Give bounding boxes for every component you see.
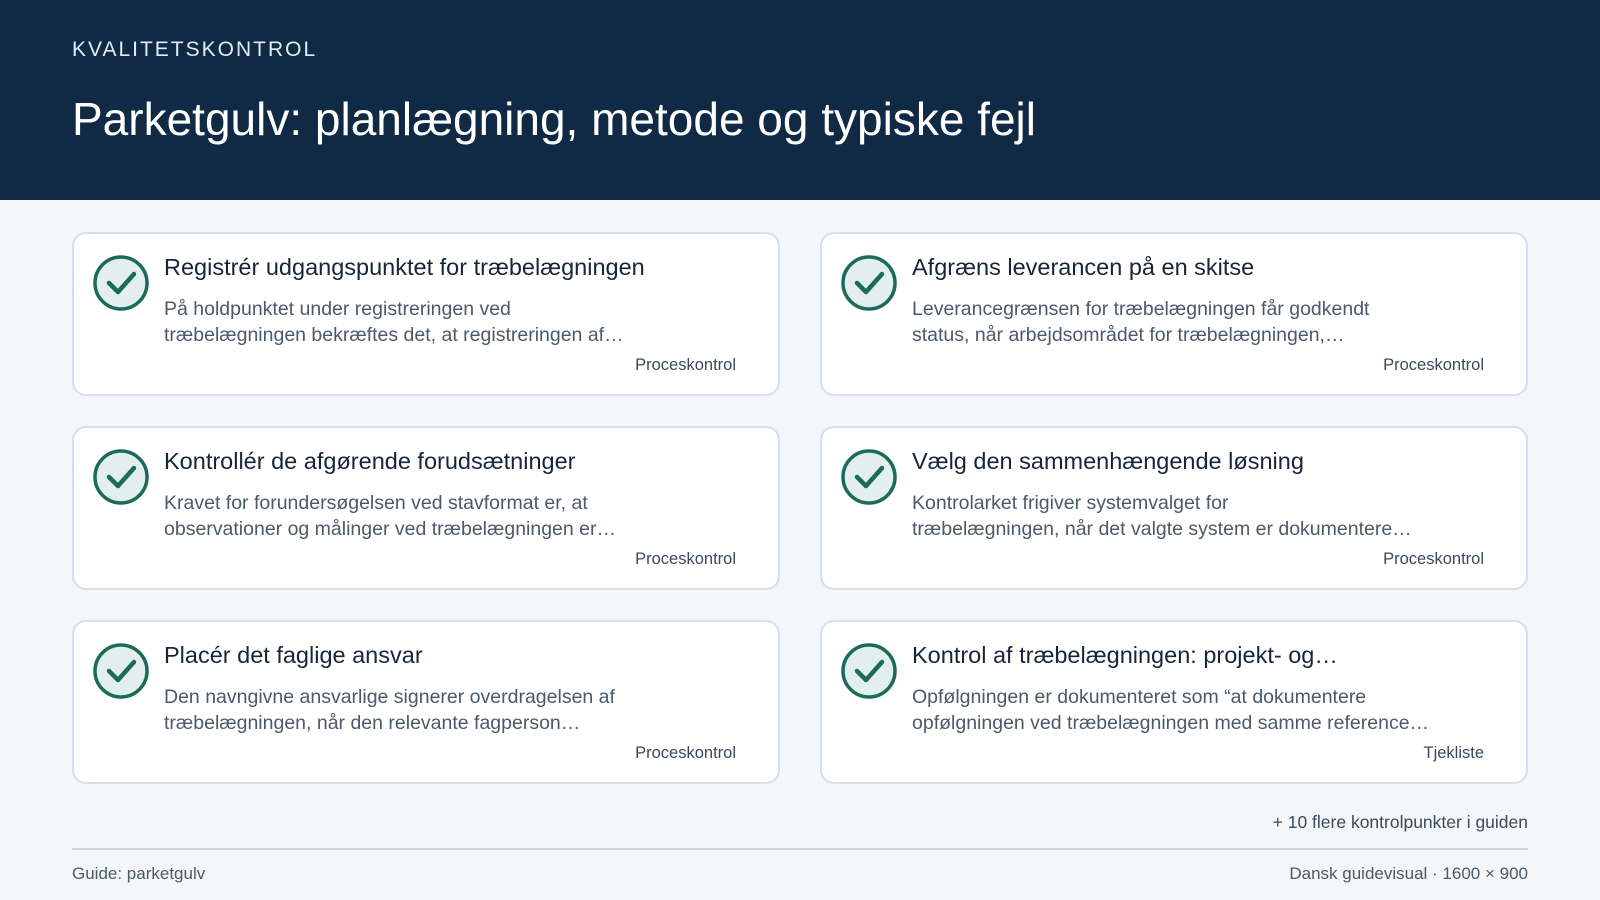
- card-description-line: Kontrolarket frigiver systemvalget for: [912, 492, 1229, 514]
- card-category-tag: Proceskontrol: [1383, 550, 1484, 568]
- check-circle-icon: [840, 448, 898, 506]
- card-title: Afgræns leverancen på en skitse: [912, 254, 1255, 280]
- card-description-line: Kravet for forundersøgelsen ved stavformat er, at: [164, 492, 588, 514]
- card-description-line: observationer og målinger ved træbelægningen er…: [164, 518, 617, 540]
- card-category-tag: Proceskontrol: [1383, 356, 1484, 374]
- card-description-line: opfølgningen ved træbelægningen med samme reference…: [912, 712, 1430, 734]
- footer-guide-label: Guide: parketgulv: [72, 864, 206, 883]
- card-title: Placér det faglige ansvar: [164, 642, 423, 668]
- more-checkpoints-note: + 10 flere kontrolpunkter i guiden: [1272, 812, 1528, 832]
- check-circle-icon: [92, 642, 150, 700]
- card-title: Registrér udgangspunktet for træbelægningen: [164, 254, 645, 280]
- footer-divider: [72, 848, 1528, 850]
- checkpoint-card: [820, 426, 1528, 590]
- card-category-tag: Tjekliste: [1423, 744, 1484, 762]
- checkpoint-card: [72, 620, 780, 784]
- checkpoint-card: [820, 232, 1528, 396]
- check-circle-icon: [92, 254, 150, 312]
- card-category-tag: Proceskontrol: [635, 550, 736, 568]
- card-description: [164, 296, 684, 348]
- card-description-line: Den navngivne ansvarlige signerer overdragelsen af: [164, 686, 615, 708]
- card-category-tag: Proceskontrol: [635, 356, 736, 374]
- page-title: Parketgulv: planlægning, metode og typiske fejl: [72, 93, 1037, 145]
- card-description-line: træbelægningen, når den relevante fagperson…: [164, 712, 581, 734]
- card-category-tag: Proceskontrol: [635, 744, 736, 762]
- header-banner: [0, 0, 1600, 200]
- card-description-line: Leverancegrænsen for træbelægningen får godkendt: [912, 298, 1370, 320]
- card-description: [912, 684, 1432, 736]
- checkpoint-grid: [72, 232, 1528, 784]
- check-circle-icon: [840, 642, 898, 700]
- footer-credit: Dansk guidevisual · 1600 × 900: [1289, 864, 1528, 883]
- card-description: [164, 490, 684, 542]
- checkpoint-card: [72, 426, 780, 590]
- checkpoint-card: [72, 232, 780, 396]
- card-description: [164, 684, 684, 736]
- card-description-line: På holdpunktet under registreringen ved: [164, 298, 511, 320]
- card-title: Kontrol af træbelægningen: projekt- og…: [912, 642, 1338, 668]
- card-title: Vælg den sammenhængende løsning: [912, 448, 1304, 474]
- card-title: Kontrollér de afgørende forudsætninger: [164, 448, 576, 474]
- card-description: [912, 296, 1432, 348]
- card-description-line: træbelægningen, når det valgte system er dokumentere…: [912, 518, 1412, 540]
- page-kicker: KVALITETSKONTROL: [72, 38, 318, 61]
- check-circle-icon: [840, 254, 898, 312]
- check-circle-icon: [92, 448, 150, 506]
- card-description-line: træbelægningen bekræftes det, at registreringen af…: [164, 324, 624, 346]
- card-description-line: status, når arbejdsområdet for træbelægningen,…: [912, 324, 1345, 346]
- checkpoint-card: [820, 620, 1528, 784]
- card-description: [912, 490, 1432, 542]
- card-description-line: Opfølgningen er dokumenteret som “at dokumentere: [912, 686, 1367, 708]
